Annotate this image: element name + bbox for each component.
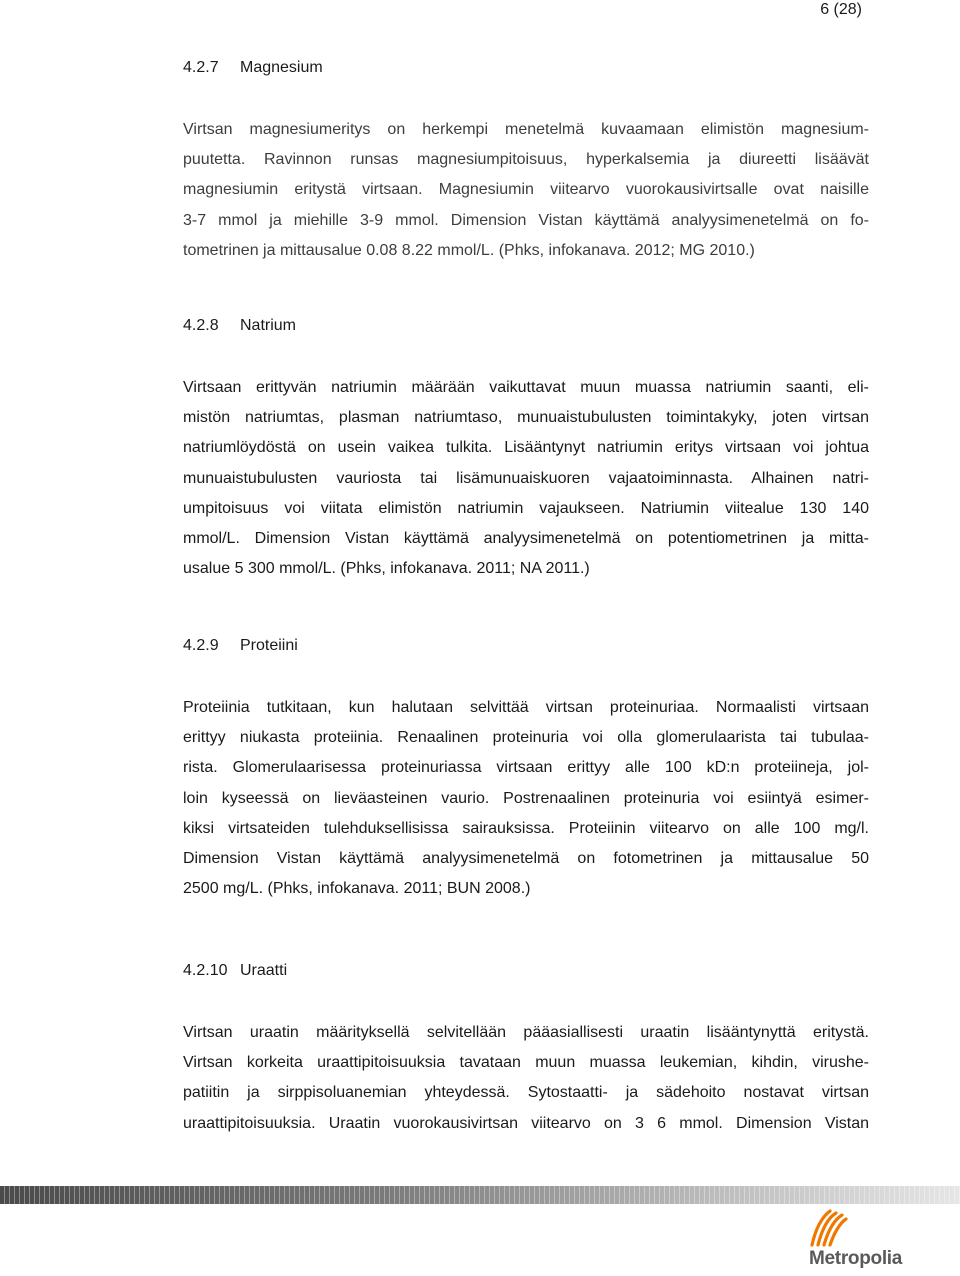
paragraph-line: natriumlöydöstä on usein vaikea tulkita. Lisääntynyt natriumin eritys virtsaan voi johtua — [183, 439, 869, 457]
paragraph-line: uraattipitoisuuksia. Uraatin vuorokausivirtsan viitearvo on 3 6 mmol. Dimension Vistan — [183, 1114, 869, 1132]
paragraph-line: munuaistubulusten vauriosta tai lisämunuaiskuoren vajaatoiminnasta. Alhainen natri- — [183, 469, 869, 487]
paragraph-line: Virtsan uraatin määrityksellä selvitellään pääasiallisesti uraatin lisääntynyttä eritystä. — [183, 1024, 869, 1041]
section-paragraph — [183, 693, 869, 904]
section-heading — [183, 636, 869, 656]
section-number: 4.2.8 — [183, 317, 219, 334]
paragraph-line: erittyy niukasta proteiinia. Renaalinen proteinuria voi olla glomerulaarista tai tubulaa- — [183, 729, 869, 747]
paragraph-line: Virtsan magnesiumeritys on herkempi menetelmä kuvaamaan elimistön magnesium- — [183, 121, 869, 138]
section-paragraph — [183, 373, 869, 584]
paragraph-line: patiitin ja sirppisoluanemian yhteydessä. Sytostaatti- ja sädehoito nostavat virtsan — [183, 1084, 869, 1102]
paragraph-line: mistön natriumtas, plasman natriumtaso, munuaistubulusten toimintakyky, joten virtsan — [183, 409, 869, 427]
section-natrium — [183, 316, 869, 584]
paragraph-line: rista. Glomerulaarisessa proteinuriassa virtsaan erittyy alle 100 kD:n proteiineja, jol- — [183, 759, 869, 777]
footer-band — [0, 1186, 960, 1204]
section-title: Magnesium — [240, 59, 323, 76]
paragraph-line: magnesiumin eritystä virtsaan. Magnesiumin viitearvo vuorokausivirtsalle ovat naisille — [183, 181, 869, 199]
section-title: Uraatti — [240, 962, 288, 979]
paragraph-line: kiksi virtsateiden tulehduksellisissa sairauksissa. Proteiinin viitearvo on alle 100 mg/l. — [183, 819, 869, 837]
section-uraatti — [183, 961, 869, 1139]
paragraph-line: Virtsan korkeita uraattipitoisuuksia tavataan muun muassa leukemian, kihdin, virushe- — [183, 1054, 869, 1072]
page-number: 6 (28) — [820, 1, 862, 18]
logo-text: Metropolia — [809, 1248, 903, 1269]
paragraph-line: 3-7 mmol ja miehille 3-9 mmol. Dimension Vistan käyttämä analyysimenetelmä on fo- — [183, 211, 869, 229]
section-number: 4.2.7 — [183, 59, 219, 76]
paragraph-line: puutetta. Ravinnon runsas magnesiumpitoisuus, hyperkalsemia ja diureetti lisäävät — [183, 151, 869, 169]
paragraph-line: Dimension Vistan käyttämä analyysimenetelmä on fotometrinen ja mittausalue 50 — [183, 850, 869, 868]
section-number: 4.2.10 — [183, 962, 228, 979]
section-heading — [183, 961, 869, 981]
section-proteiini — [183, 636, 869, 904]
section-paragraph — [183, 115, 869, 266]
section-magnesium — [183, 58, 869, 266]
paragraph-line: mmol/L. Dimension Vistan käyttämä analyysimenetelmä on potentiometrinen ja mitta- — [183, 530, 869, 548]
section-heading — [183, 316, 869, 336]
section-title: Natrium — [240, 317, 297, 334]
paragraph-line: Virtsaan erittyvän natriumin määrään vaikuttavat muun muassa natriumin saanti, eli- — [183, 379, 869, 396]
section-heading — [183, 58, 869, 78]
paragraph-line: usalue 5 300 mmol/L. (Phks, infokanava. 2011; NA 2011.) — [183, 560, 590, 578]
paragraph-line: umpitoisuus voi viitata elimistön natriumin vajaukseen. Natriumin viitealue 130 140 — [183, 499, 869, 517]
section-number: 4.2.9 — [183, 637, 219, 654]
section-paragraph — [183, 1018, 869, 1139]
paragraph-line: 2500 mg/L. (Phks, infokanava. 2011; BUN 2008.) — [183, 880, 531, 898]
paragraph-line: loin kyseessä on lieväasteinen vaurio. Postrenaalinen proteinuria voi esiintyä esimer- — [183, 789, 869, 807]
paragraph-line: Proteiinia tutkitaan, kun halutaan selvittää virtsan proteinuriaa. Normaalisti virtsaan — [183, 699, 869, 716]
paragraph-line: tometrinen ja mittausalue 0.08 8.22 mmol/L. (Phks, infokanava. 2012; MG 2010.) — [183, 241, 755, 259]
section-title: Proteiini — [240, 637, 298, 654]
